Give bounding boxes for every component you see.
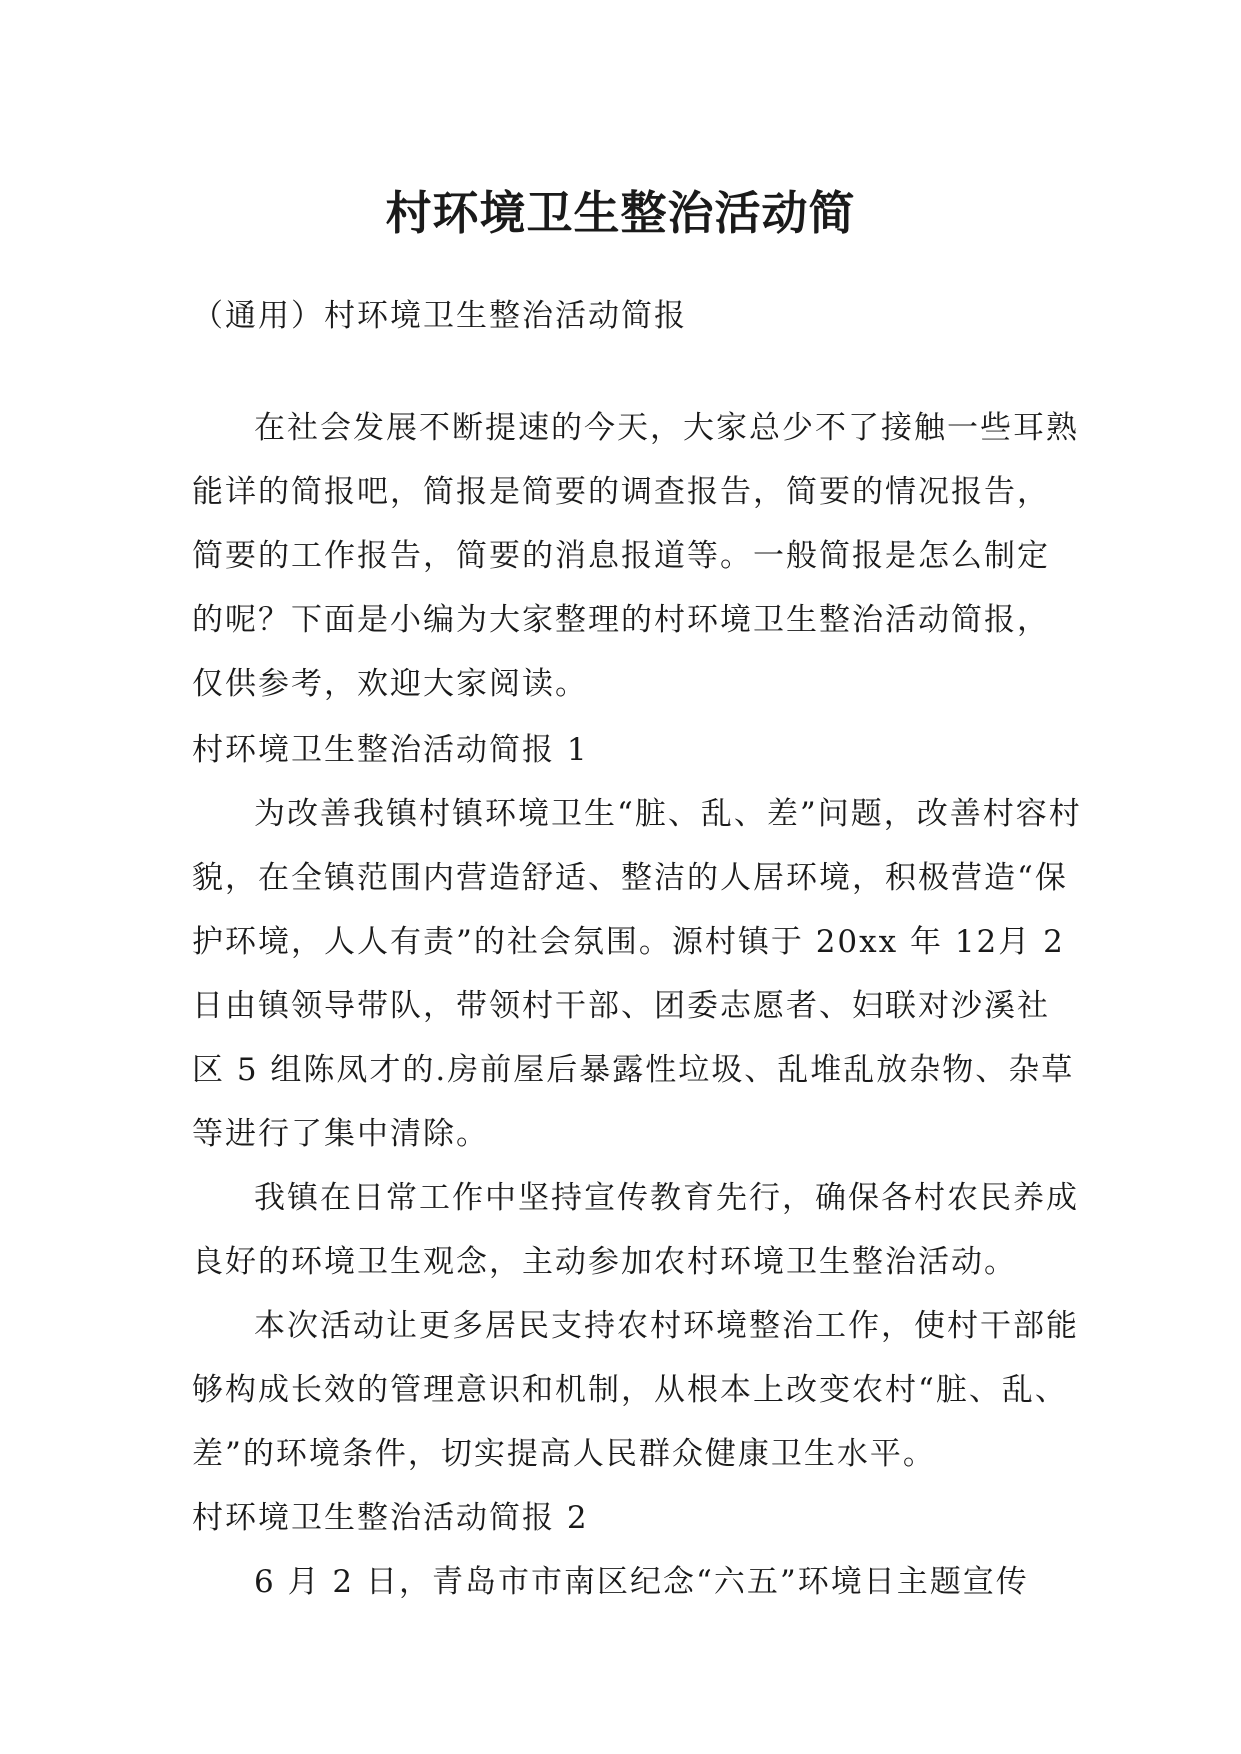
document-subtitle: （通用）村环境卫生整治活动简报 xyxy=(192,298,687,334)
section-2-heading: 村环境卫生整治活动简报 2 xyxy=(192,1500,589,1536)
section-1-paragraph-2: 我镇在日常工作中坚持宣传教育先行，确保各村农民养成良好的环境卫生观念，主动参加农村环境卫生整治活动。 xyxy=(192,1180,1079,1280)
section-1-paragraph-3: 本次活动让更多居民支持农村环境整治工作，使村干部能够构成长效的管理意识和机制，从根本上改变农村“脏、乱、差”的环境条件，切实提高人民群众健康卫生水平。 xyxy=(192,1308,1079,1472)
intro-section xyxy=(192,396,1082,716)
document-title: 村环境卫生整治活动简 xyxy=(385,185,856,240)
intro-paragraph: 在社会发展不断提速的今天，大家总少不了接触一些耳熟能详的简报吧，简报是简要的调查报告，简要的情况报告，简要的工作报告，简要的消息报道等。一般简报是怎么制定的呢？下面是小编为大家整理的村环境卫生整治活动简报，仅供参考，欢迎大家阅读。 xyxy=(192,410,1079,702)
section-1-paragraph-1: 为改善我镇村镇环境卫生“脏、乱、差”问题，改善村容村貌，在全镇范围内营造舒适、整洁的人居环境，积极营造“保护环境，人人有责”的社会氛围。源村镇于 20xx 年 12月 2 日由镇领导带队，带领村干部、团委志愿者、妇联对沙溪社区 5 组陈凤才的.房前屋后暴露性垃圾、乱堆乱放杂物、杂草等进行了集中清除。 xyxy=(192,796,1082,1152)
section-1-heading: 村环境卫生整治活动简报 1 xyxy=(192,732,589,768)
report-sections xyxy=(192,718,1082,1614)
section-2-paragraph-1: 6 月 2 日，青岛市市南区纪念“六五”环境日主题宣传 xyxy=(254,1564,1029,1600)
